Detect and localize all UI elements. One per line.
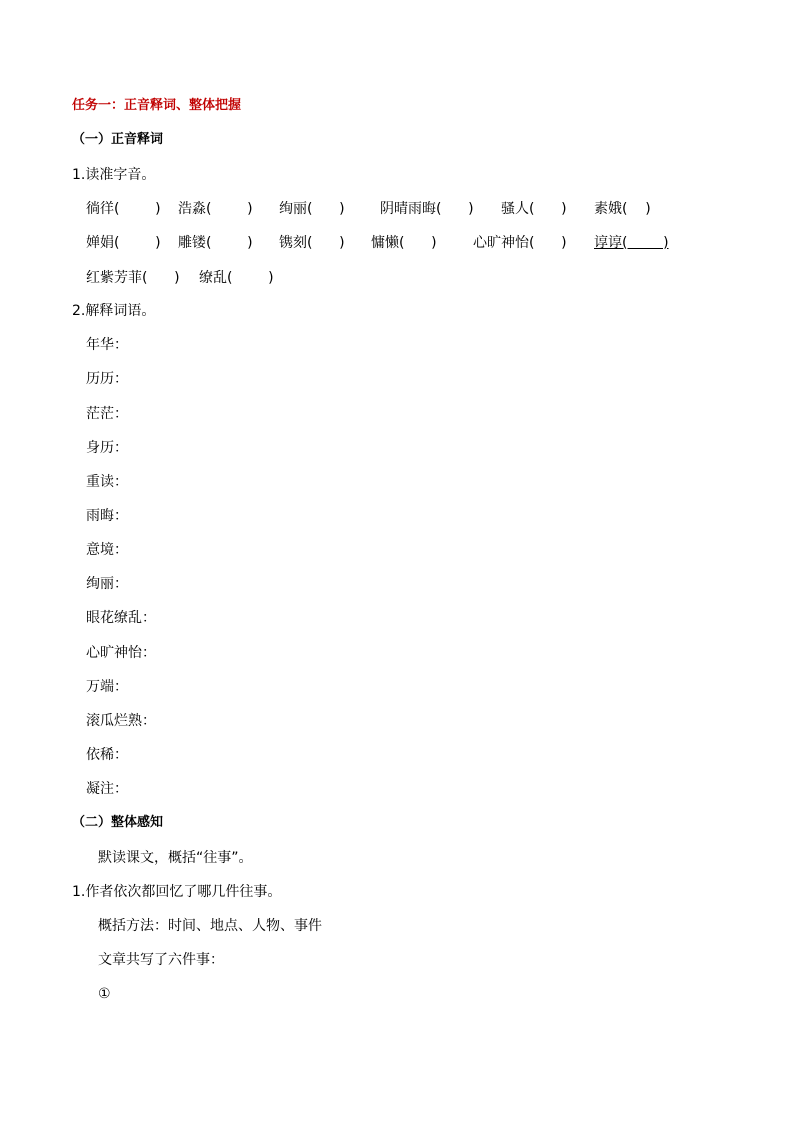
pinyin-item: 心旷神怡( ) — [473, 235, 567, 251]
events-intro: 文章共写了六件事： — [98, 952, 224, 968]
term-label: 凝注： — [86, 781, 128, 797]
pinyin-item: 慵懒( ) — [371, 235, 437, 251]
instruction-text: 默读课文，概括“往事”。 — [98, 850, 253, 866]
section-heading-1: （一）正音释词 — [72, 132, 164, 147]
term-label: 身历： — [86, 440, 128, 456]
pinyin-item: 素娥( ) — [594, 201, 651, 217]
term-label: 茫茫： — [86, 406, 128, 422]
question-3-title: 1.作者依次都回忆了哪几件往事。 — [72, 884, 282, 900]
pinyin-item: 婵娟( ) — [86, 235, 161, 251]
question-2-title: 2.解释词语。 — [72, 303, 156, 319]
term-label: 雨晦： — [86, 508, 128, 524]
pinyin-item: 谆谆( ) — [594, 235, 669, 251]
event-marker: ① — [98, 986, 111, 1002]
term-label: 眼花缭乱： — [86, 610, 156, 626]
section-heading-2: （二）整体感知 — [72, 815, 164, 830]
term-label: 年华： — [86, 337, 128, 353]
pinyin-item: 缭乱( ) — [199, 270, 274, 286]
pinyin-item: 雕镂( ) — [178, 235, 253, 251]
term-label: 心旷神怡： — [86, 645, 156, 661]
task-title: 任务一：正音释词、整体把握 — [72, 98, 242, 113]
pinyin-item: 徜徉( ) — [86, 201, 161, 217]
pinyin-item: 绚丽( ) — [279, 201, 345, 217]
term-label: 依稀： — [86, 747, 128, 763]
pinyin-item: 骚人( ) — [501, 201, 567, 217]
term-label: 万端： — [86, 679, 128, 695]
pinyin-item: 镌刻( ) — [279, 235, 345, 251]
term-label: 滚瓜烂熟： — [86, 713, 156, 729]
term-label: 绚丽： — [86, 576, 128, 592]
pinyin-item: 浩淼( ) — [178, 201, 253, 217]
pinyin-item: 红紫芳菲( ) — [86, 270, 180, 286]
term-label: 重读： — [86, 474, 128, 490]
question-1-title: 1.读准字音。 — [72, 167, 156, 183]
pinyin-item: 阴晴雨晦( ) — [380, 201, 474, 217]
term-label: 意境： — [86, 542, 128, 558]
method-text: 概括方法：时间、地点、人物、事件 — [98, 918, 322, 934]
term-label: 历历： — [86, 371, 128, 387]
